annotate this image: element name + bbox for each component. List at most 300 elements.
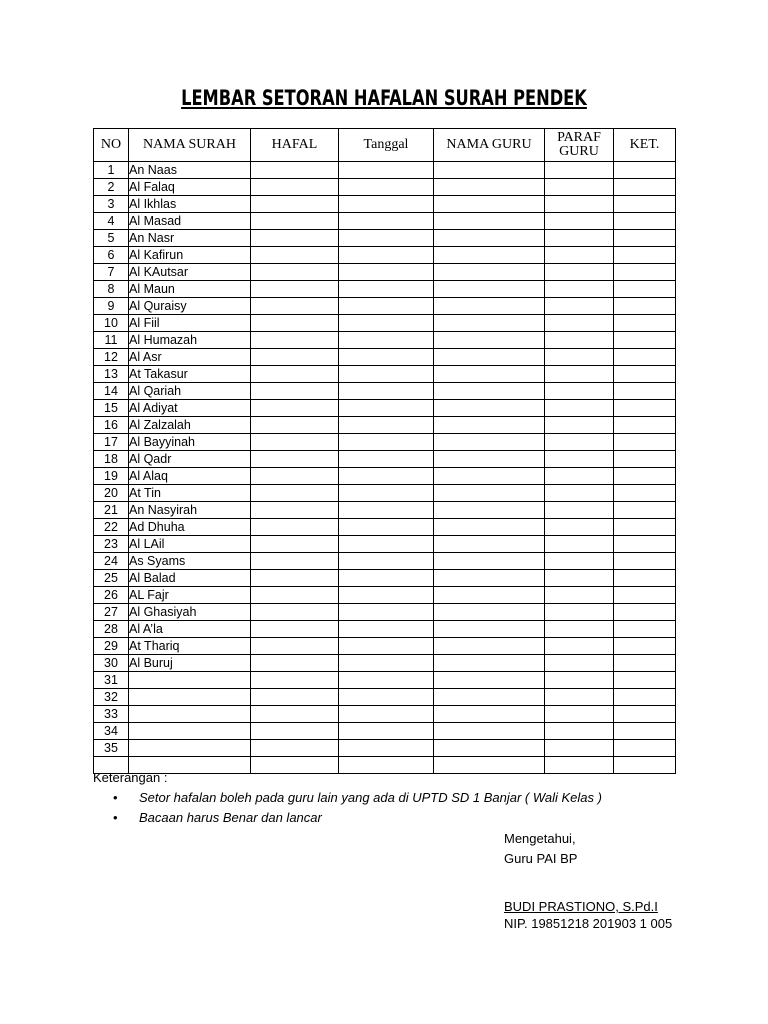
- row-number: 14: [94, 383, 129, 400]
- surah-name: Ad Dhuha: [129, 519, 251, 536]
- paraf-guru-cell: [545, 366, 614, 383]
- paraf-guru-cell: [545, 672, 614, 689]
- surah-name: [129, 672, 251, 689]
- nama-guru-cell: [434, 162, 545, 179]
- table-row: [94, 468, 676, 485]
- table-row: [94, 162, 676, 179]
- hafal-cell: [251, 230, 339, 247]
- paraf-guru-cell: [545, 689, 614, 706]
- row-number: 17: [94, 434, 129, 451]
- nama-guru-cell: [434, 638, 545, 655]
- surah-name: Al Qariah: [129, 383, 251, 400]
- table-row: [94, 757, 676, 774]
- hafal-cell: [251, 247, 339, 264]
- row-number: 13: [94, 366, 129, 383]
- header-paraf-guru-line1: PARAF: [557, 130, 601, 145]
- ket-cell: [614, 672, 676, 689]
- hafal-cell: [251, 604, 339, 621]
- tanggal-cell: [339, 672, 434, 689]
- surah-name: At Takasur: [129, 366, 251, 383]
- paraf-guru-cell: [545, 230, 614, 247]
- row-number: 20: [94, 485, 129, 502]
- tanggal-cell: [339, 638, 434, 655]
- tanggal-cell: [339, 485, 434, 502]
- row-number: 12: [94, 349, 129, 366]
- nama-guru-cell: [434, 655, 545, 672]
- tanggal-cell: [339, 740, 434, 757]
- row-number: 19: [94, 468, 129, 485]
- header-paraf-guru-line2: GURU: [559, 144, 599, 159]
- hafal-cell: [251, 349, 339, 366]
- paraf-guru-cell: [545, 655, 614, 672]
- row-number: 7: [94, 264, 129, 281]
- paraf-guru-cell: [545, 468, 614, 485]
- paraf-guru-cell: [545, 621, 614, 638]
- row-number: 33: [94, 706, 129, 723]
- hafal-cell: [251, 451, 339, 468]
- tanggal-cell: [339, 553, 434, 570]
- row-number: 31: [94, 672, 129, 689]
- header-paraf-guru: [545, 129, 614, 162]
- hafal-cell: [251, 706, 339, 723]
- table-row: [94, 298, 676, 315]
- row-number: 2: [94, 179, 129, 196]
- hafal-cell: [251, 672, 339, 689]
- surah-name: [129, 740, 251, 757]
- nama-guru-cell: [434, 400, 545, 417]
- tanggal-cell: [339, 502, 434, 519]
- hafal-cell: [251, 740, 339, 757]
- hafal-cell: [251, 213, 339, 230]
- tanggal-cell: [339, 434, 434, 451]
- row-number: 34: [94, 723, 129, 740]
- ket-cell: [614, 502, 676, 519]
- paraf-guru-cell: [545, 723, 614, 740]
- table-row: [94, 264, 676, 281]
- tanggal-cell: [339, 689, 434, 706]
- nama-guru-cell: [434, 213, 545, 230]
- surah-name: Al Ghasiyah: [129, 604, 251, 621]
- row-number: 22: [94, 519, 129, 536]
- header-ket: KET.: [614, 129, 676, 162]
- paraf-guru-cell: [545, 400, 614, 417]
- bullet-icon: •: [113, 790, 118, 805]
- ket-cell: [614, 366, 676, 383]
- surah-name: Al Balad: [129, 570, 251, 587]
- paraf-guru-cell: [545, 638, 614, 655]
- hafal-cell: [251, 162, 339, 179]
- paraf-guru-cell: [545, 162, 614, 179]
- ket-cell: [614, 723, 676, 740]
- ket-cell: [614, 434, 676, 451]
- signature-name: BUDI PRASTIONO, S.Pd.I: [504, 899, 658, 914]
- table-row: [94, 604, 676, 621]
- nama-guru-cell: [434, 689, 545, 706]
- tanggal-cell: [339, 332, 434, 349]
- surah-name: An Nasyirah: [129, 502, 251, 519]
- surah-name: Al Asr: [129, 349, 251, 366]
- paraf-guru-cell: [545, 706, 614, 723]
- surah-name: At Tin: [129, 485, 251, 502]
- ket-cell: [614, 604, 676, 621]
- nama-guru-cell: [434, 519, 545, 536]
- hafal-cell: [251, 570, 339, 587]
- surah-name: Al Adiyat: [129, 400, 251, 417]
- header-no: NO: [94, 129, 129, 162]
- surah-name: Al Fiil: [129, 315, 251, 332]
- row-number: 4: [94, 213, 129, 230]
- hafal-cell: [251, 179, 339, 196]
- paraf-guru-cell: [545, 349, 614, 366]
- surah-name: Al Maun: [129, 281, 251, 298]
- table-row: [94, 740, 676, 757]
- nama-guru-cell: [434, 451, 545, 468]
- table-row: [94, 179, 676, 196]
- table-row: [94, 570, 676, 587]
- row-number: 26: [94, 587, 129, 604]
- table-header-row: [94, 129, 676, 162]
- paraf-guru-cell: [545, 434, 614, 451]
- surah-name: As Syams: [129, 553, 251, 570]
- tanggal-cell: [339, 230, 434, 247]
- ket-cell: [614, 689, 676, 706]
- nama-guru-cell: [434, 264, 545, 281]
- row-number: 21: [94, 502, 129, 519]
- tanggal-cell: [339, 536, 434, 553]
- tanggal-cell: [339, 621, 434, 638]
- surah-name: Al Humazah: [129, 332, 251, 349]
- table-row: [94, 485, 676, 502]
- table-row: [94, 723, 676, 740]
- row-number: 1: [94, 162, 129, 179]
- hafal-cell: [251, 196, 339, 213]
- tanggal-cell: [339, 757, 434, 774]
- list-item: [113, 789, 602, 809]
- paraf-guru-cell: [545, 502, 614, 519]
- tanggal-cell: [339, 468, 434, 485]
- table-row: [94, 230, 676, 247]
- signature-role: Guru PAI BP: [504, 851, 578, 866]
- paraf-guru-cell: [545, 247, 614, 264]
- paraf-guru-cell: [545, 570, 614, 587]
- paraf-guru-cell: [545, 757, 614, 774]
- ket-cell: [614, 162, 676, 179]
- document-title: LEMBAR SETORAN HAFALAN SURAH PENDEK: [181, 86, 587, 110]
- paraf-guru-cell: [545, 196, 614, 213]
- table-row: [94, 247, 676, 264]
- table-row: [94, 349, 676, 366]
- ket-cell: [614, 417, 676, 434]
- surah-name: Al Qadr: [129, 451, 251, 468]
- table-row: [94, 400, 676, 417]
- surah-name: An Nasr: [129, 230, 251, 247]
- ket-cell: [614, 519, 676, 536]
- tanggal-cell: [339, 315, 434, 332]
- tanggal-cell: [339, 196, 434, 213]
- surah-name: [129, 689, 251, 706]
- ket-cell: [614, 485, 676, 502]
- hafal-cell: [251, 315, 339, 332]
- hafal-cell: [251, 332, 339, 349]
- nama-guru-cell: [434, 740, 545, 757]
- hafal-cell: [251, 417, 339, 434]
- table-row: [94, 655, 676, 672]
- surah-name: Al Kafirun: [129, 247, 251, 264]
- row-number: 30: [94, 655, 129, 672]
- nama-guru-cell: [434, 723, 545, 740]
- table-row: [94, 519, 676, 536]
- table-row: [94, 689, 676, 706]
- hafal-cell: [251, 689, 339, 706]
- tanggal-cell: [339, 519, 434, 536]
- ket-cell: [614, 553, 676, 570]
- surah-name: Al KAutsar: [129, 264, 251, 281]
- table-row: [94, 536, 676, 553]
- notes-list: [113, 789, 602, 829]
- table-row: [94, 706, 676, 723]
- hafal-cell: [251, 366, 339, 383]
- tanggal-cell: [339, 264, 434, 281]
- ket-cell: [614, 349, 676, 366]
- ket-cell: [614, 638, 676, 655]
- note-text: Bacaan harus Benar dan lancar: [139, 810, 322, 825]
- signature-nip: NIP. 19851218 201903 1 005: [504, 916, 673, 931]
- hafal-cell: [251, 638, 339, 655]
- nama-guru-cell: [434, 298, 545, 315]
- nama-guru-cell: [434, 383, 545, 400]
- tanggal-cell: [339, 451, 434, 468]
- ket-cell: [614, 196, 676, 213]
- tanggal-cell: [339, 247, 434, 264]
- surah-name: Al Bayyinah: [129, 434, 251, 451]
- table-row: [94, 383, 676, 400]
- surah-name: Al A’la: [129, 621, 251, 638]
- hafal-cell: [251, 485, 339, 502]
- surah-name: An Naas: [129, 162, 251, 179]
- nama-guru-cell: [434, 757, 545, 774]
- row-number: 28: [94, 621, 129, 638]
- row-number: 11: [94, 332, 129, 349]
- row-number: 10: [94, 315, 129, 332]
- paraf-guru-cell: [545, 332, 614, 349]
- table-row: [94, 451, 676, 468]
- surah-name: Al Zalzalah: [129, 417, 251, 434]
- tanggal-cell: [339, 587, 434, 604]
- table-row: [94, 587, 676, 604]
- ket-cell: [614, 468, 676, 485]
- ket-cell: [614, 570, 676, 587]
- table-row: [94, 621, 676, 638]
- hafal-cell: [251, 264, 339, 281]
- tanggal-cell: [339, 179, 434, 196]
- table-row: [94, 672, 676, 689]
- tanggal-cell: [339, 655, 434, 672]
- row-number: 8: [94, 281, 129, 298]
- nama-guru-cell: [434, 196, 545, 213]
- paraf-guru-cell: [545, 281, 614, 298]
- tanggal-cell: [339, 383, 434, 400]
- paraf-guru-cell: [545, 417, 614, 434]
- nama-guru-cell: [434, 349, 545, 366]
- ket-cell: [614, 400, 676, 417]
- hafal-cell: [251, 621, 339, 638]
- note-text: Setor hafalan boleh pada guru lain yang ada di UPTD SD 1 Banjar ( Wali Kelas ): [139, 790, 602, 805]
- row-number: 29: [94, 638, 129, 655]
- row-number: 35: [94, 740, 129, 757]
- paraf-guru-cell: [545, 264, 614, 281]
- surah-name: AL Fajr: [129, 587, 251, 604]
- tanggal-cell: [339, 723, 434, 740]
- row-number: 6: [94, 247, 129, 264]
- nama-guru-cell: [434, 179, 545, 196]
- paraf-guru-cell: [545, 519, 614, 536]
- hafal-cell: [251, 434, 339, 451]
- nama-guru-cell: [434, 536, 545, 553]
- paraf-guru-cell: [545, 536, 614, 553]
- ket-cell: [614, 706, 676, 723]
- notes-label: Keterangan :: [93, 770, 168, 785]
- tanggal-cell: [339, 706, 434, 723]
- ket-cell: [614, 264, 676, 281]
- nama-guru-cell: [434, 672, 545, 689]
- ket-cell: [614, 179, 676, 196]
- tanggal-cell: [339, 570, 434, 587]
- ket-cell: [614, 230, 676, 247]
- ket-cell: [614, 383, 676, 400]
- header-tanggal: Tanggal: [339, 129, 434, 162]
- ket-cell: [614, 281, 676, 298]
- row-number: 32: [94, 689, 129, 706]
- tanggal-cell: [339, 213, 434, 230]
- table-row: [94, 281, 676, 298]
- ket-cell: [614, 451, 676, 468]
- nama-guru-cell: [434, 434, 545, 451]
- surah-name: Al Falaq: [129, 179, 251, 196]
- paraf-guru-cell: [545, 485, 614, 502]
- table-row: [94, 417, 676, 434]
- ket-cell: [614, 247, 676, 264]
- surah-name: Al LAil: [129, 536, 251, 553]
- hafal-cell: [251, 502, 339, 519]
- nama-guru-cell: [434, 502, 545, 519]
- nama-guru-cell: [434, 315, 545, 332]
- memorization-table: [93, 128, 676, 774]
- tanggal-cell: [339, 298, 434, 315]
- row-number: 9: [94, 298, 129, 315]
- nama-guru-cell: [434, 230, 545, 247]
- nama-guru-cell: [434, 417, 545, 434]
- nama-guru-cell: [434, 468, 545, 485]
- hafal-cell: [251, 519, 339, 536]
- tanggal-cell: [339, 400, 434, 417]
- table-row: [94, 366, 676, 383]
- paraf-guru-cell: [545, 383, 614, 400]
- hafal-cell: [251, 298, 339, 315]
- row-number: 18: [94, 451, 129, 468]
- hafal-cell: [251, 655, 339, 672]
- surah-name: Al Alaq: [129, 468, 251, 485]
- hafal-cell: [251, 281, 339, 298]
- row-number: 27: [94, 604, 129, 621]
- nama-guru-cell: [434, 570, 545, 587]
- hafal-cell: [251, 383, 339, 400]
- nama-guru-cell: [434, 281, 545, 298]
- ket-cell: [614, 587, 676, 604]
- tanggal-cell: [339, 162, 434, 179]
- surah-name: At Thariq: [129, 638, 251, 655]
- hafal-cell: [251, 723, 339, 740]
- row-number: 15: [94, 400, 129, 417]
- table-row: [94, 213, 676, 230]
- ket-cell: [614, 315, 676, 332]
- table-row: [94, 502, 676, 519]
- paraf-guru-cell: [545, 587, 614, 604]
- nama-guru-cell: [434, 332, 545, 349]
- table-row: [94, 434, 676, 451]
- table-row: [94, 553, 676, 570]
- ket-cell: [614, 298, 676, 315]
- header-hafal: HAFAL: [251, 129, 339, 162]
- hafal-cell: [251, 553, 339, 570]
- hafal-cell: [251, 757, 339, 774]
- tanggal-cell: [339, 417, 434, 434]
- surah-name: Al Masad: [129, 213, 251, 230]
- paraf-guru-cell: [545, 298, 614, 315]
- paraf-guru-cell: [545, 179, 614, 196]
- paraf-guru-cell: [545, 740, 614, 757]
- hafal-cell: [251, 536, 339, 553]
- row-number: 24: [94, 553, 129, 570]
- hafal-cell: [251, 468, 339, 485]
- ket-cell: [614, 332, 676, 349]
- table-row: [94, 315, 676, 332]
- nama-guru-cell: [434, 604, 545, 621]
- paraf-guru-cell: [545, 213, 614, 230]
- ket-cell: [614, 621, 676, 638]
- table-row: [94, 196, 676, 213]
- surah-name: [129, 723, 251, 740]
- tanggal-cell: [339, 349, 434, 366]
- paraf-guru-cell: [545, 315, 614, 332]
- tanggal-cell: [339, 281, 434, 298]
- paraf-guru-cell: [545, 451, 614, 468]
- ket-cell: [614, 740, 676, 757]
- tanggal-cell: [339, 366, 434, 383]
- nama-guru-cell: [434, 706, 545, 723]
- table-row: [94, 638, 676, 655]
- row-number: 5: [94, 230, 129, 247]
- header-nama-surah: NAMA SURAH: [129, 129, 251, 162]
- nama-guru-cell: [434, 587, 545, 604]
- header-nama-guru: NAMA GURU: [434, 129, 545, 162]
- ket-cell: [614, 213, 676, 230]
- row-number: 16: [94, 417, 129, 434]
- row-number: 23: [94, 536, 129, 553]
- hafal-cell: [251, 587, 339, 604]
- row-number: 25: [94, 570, 129, 587]
- nama-guru-cell: [434, 247, 545, 264]
- tanggal-cell: [339, 604, 434, 621]
- hafal-cell: [251, 400, 339, 417]
- surah-name: Al Buruj: [129, 655, 251, 672]
- signature-acknowledged: Mengetahui,: [504, 831, 576, 846]
- row-number: 3: [94, 196, 129, 213]
- surah-name: [129, 706, 251, 723]
- nama-guru-cell: [434, 621, 545, 638]
- nama-guru-cell: [434, 553, 545, 570]
- nama-guru-cell: [434, 485, 545, 502]
- paraf-guru-cell: [545, 553, 614, 570]
